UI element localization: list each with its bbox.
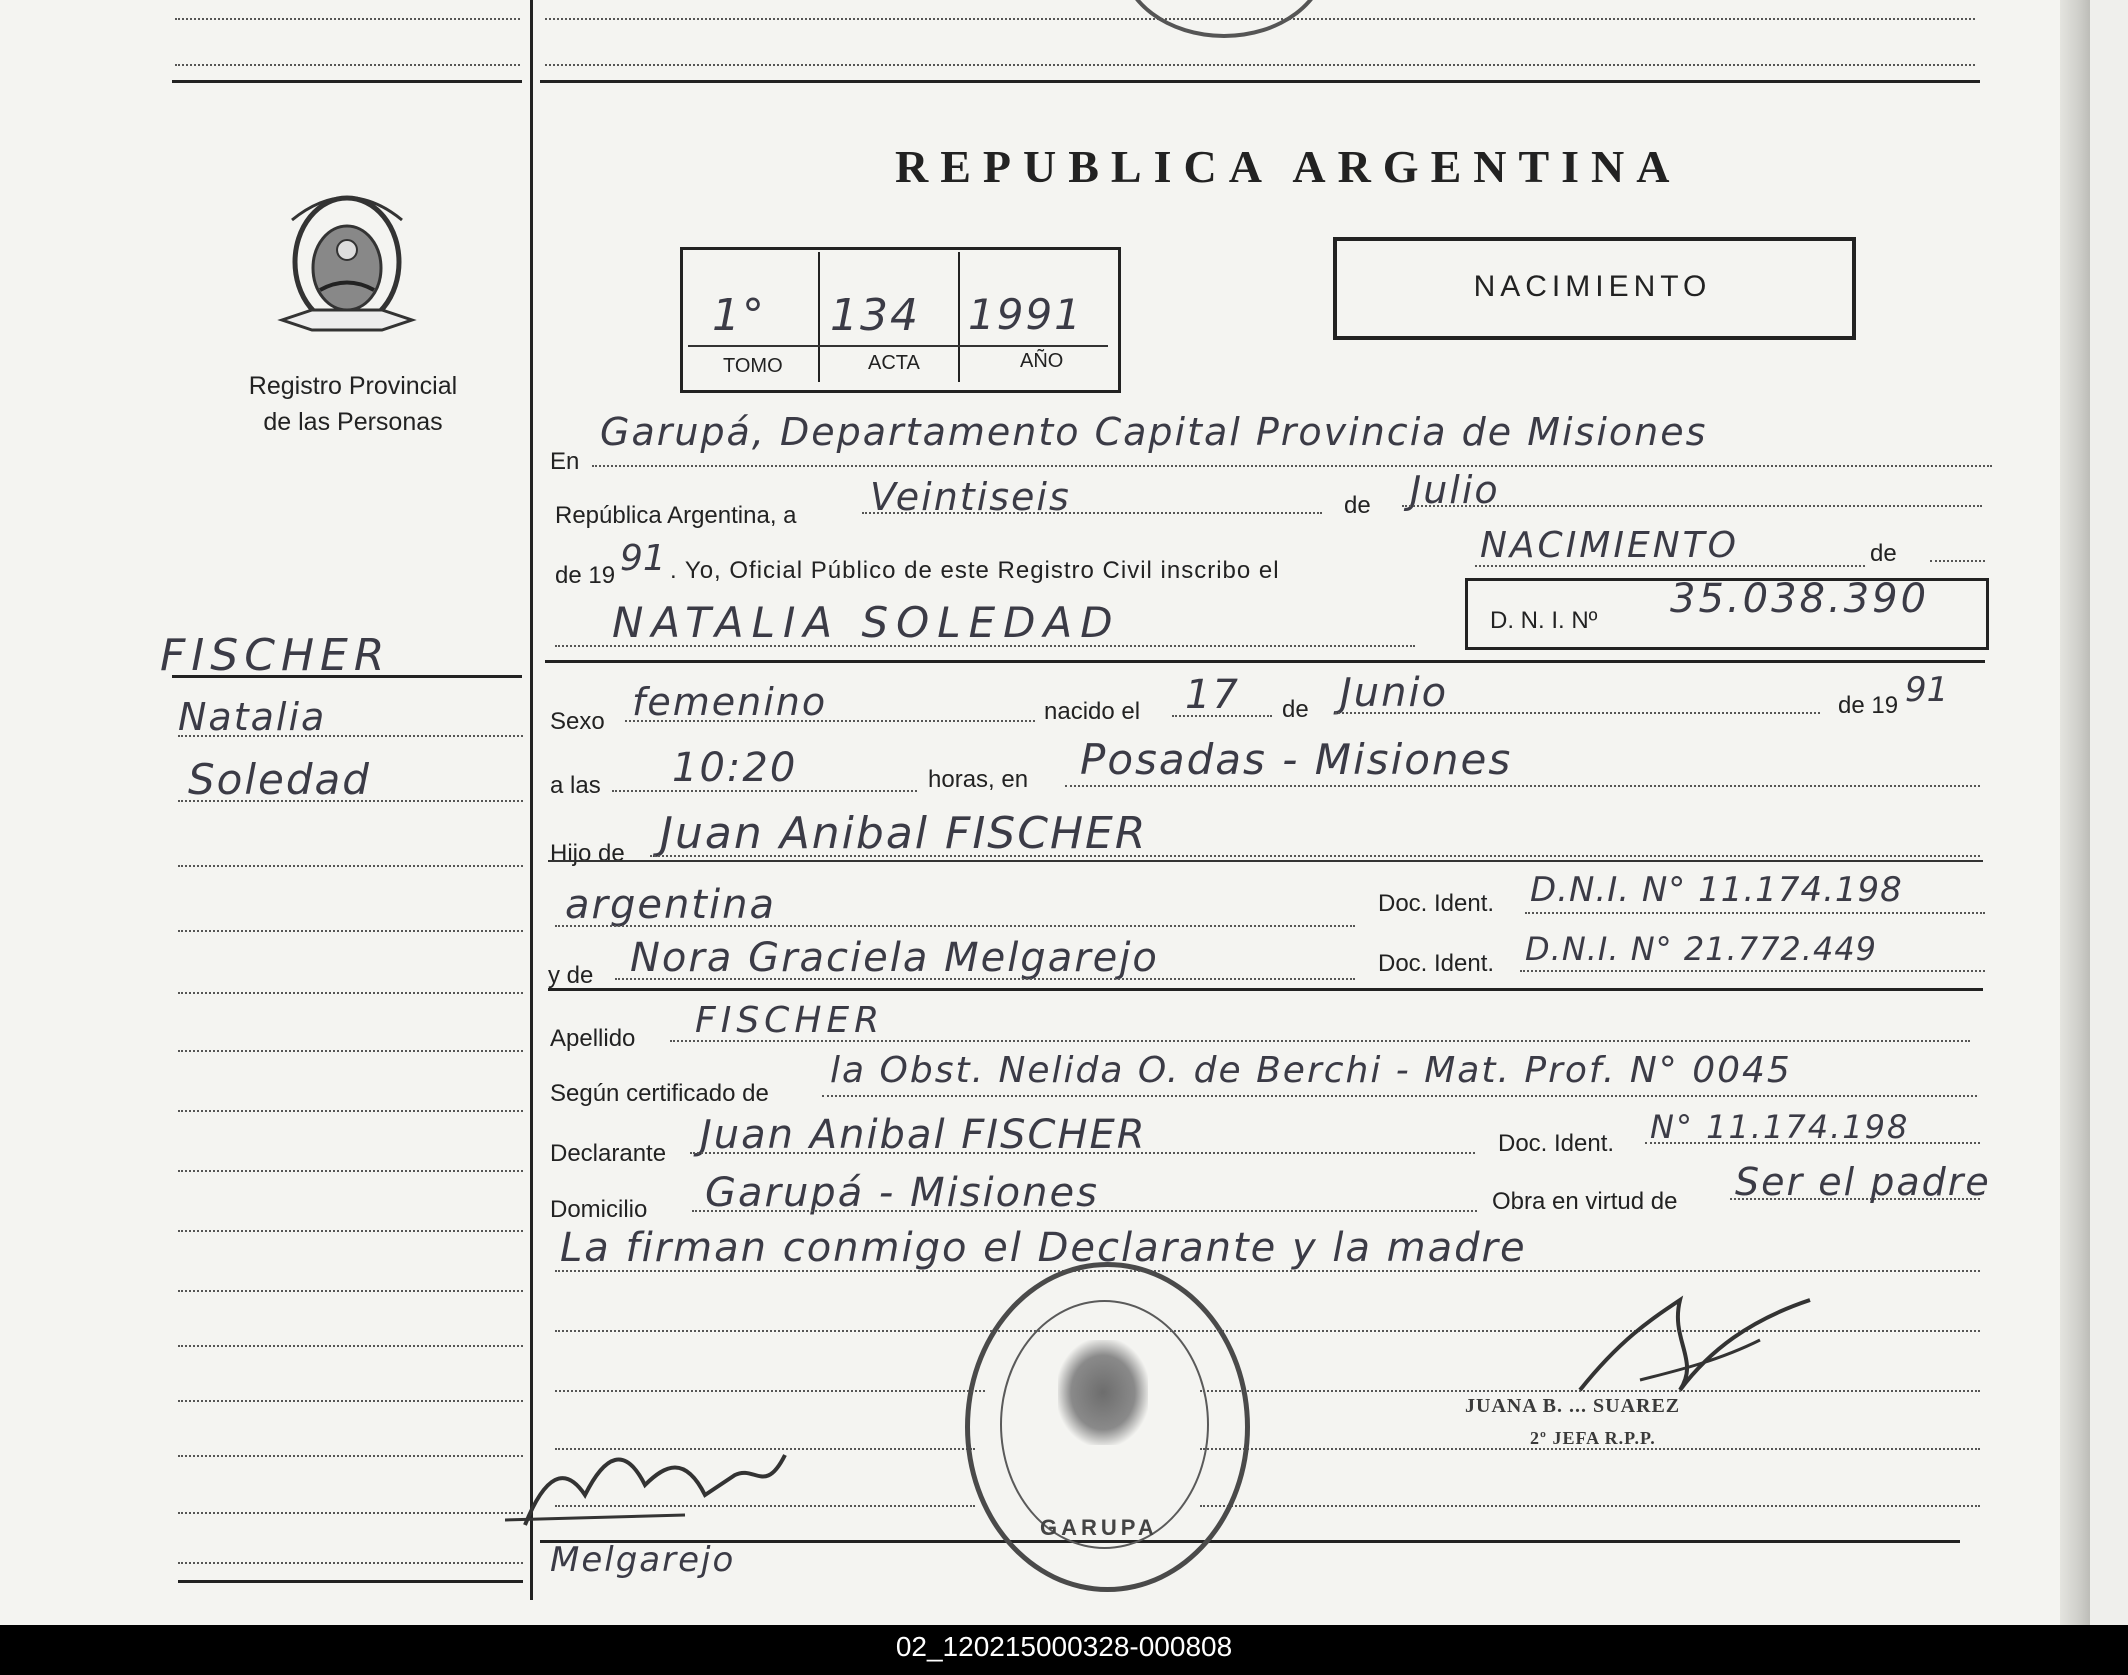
label-de: de — [1344, 492, 1371, 519]
label-domicilio: Domicilio — [550, 1196, 648, 1223]
declarant-doc-value: N° 11.174.198 — [1650, 1108, 1910, 1146]
label-republica: República Argentina, a — [555, 502, 797, 529]
dotted-line — [1645, 1142, 1980, 1144]
act-type: NACIMIENTO — [1473, 270, 1712, 303]
time-value: 10:20 — [672, 745, 798, 791]
column-divider — [530, 0, 533, 1600]
label-sexo: Sexo — [550, 708, 605, 735]
label-dni: D. N. I. Nº — [1490, 607, 1598, 634]
box-divider — [958, 252, 960, 382]
mother-value: Nora Graciela Melgarejo — [630, 935, 1159, 981]
registrar-signature — [505, 1435, 805, 1555]
anio-value: 1991 — [968, 290, 1083, 339]
closing-text: La firman conmigo el Declarante y la madre — [560, 1225, 1527, 1271]
label-alas: a las — [550, 772, 601, 799]
sex-value: femenino — [632, 680, 828, 724]
mother-signature: Melgarejo — [550, 1540, 736, 1580]
label-doc-ident-3: Doc. Ident. — [1498, 1130, 1615, 1157]
dotted-line — [1065, 785, 1980, 787]
year-suffix-value: 91 — [620, 538, 666, 579]
label-de19b: de 19 — [1838, 692, 1899, 719]
birth-day-value: 17 — [1185, 672, 1240, 718]
dotted-line — [545, 64, 1975, 66]
month-value: Julio — [1410, 468, 1500, 512]
rule-line — [548, 860, 1983, 862]
dotted-line — [592, 465, 1992, 467]
dotted-line — [1520, 970, 1985, 972]
margin-given-2: Soledad — [188, 755, 371, 804]
fingerprint — [1058, 1340, 1148, 1445]
stamp-city: GARUPA — [1040, 1515, 1158, 1540]
dotted-line — [1475, 565, 1865, 567]
father-nationality-value: argentina — [565, 882, 776, 928]
dotted-line — [822, 1095, 1977, 1097]
dotted-line — [178, 1512, 523, 1514]
dotted-line — [1930, 560, 1985, 562]
label-de-end: de — [1870, 540, 1897, 567]
dotted-line — [178, 1230, 523, 1232]
name-value: NATALIA SOLEDAD — [612, 598, 1121, 647]
label-hijo: Hijo de — [550, 840, 625, 867]
rule-line — [172, 80, 522, 83]
box-rule — [688, 345, 1108, 347]
father-value: Juan Anibal FISCHER — [660, 808, 1148, 859]
capacity-value: Ser el padre — [1735, 1160, 1991, 1204]
official-name: JUANA B. ... SUAREZ — [1465, 1395, 1681, 1417]
dotted-line — [1172, 715, 1272, 717]
label-doc-ident: Doc. Ident. — [1378, 890, 1495, 917]
margin-surname: FISCHER — [160, 630, 391, 681]
official-role: 2º JEFA R.P.P. — [1530, 1428, 1656, 1448]
dotted-line — [670, 1040, 1970, 1042]
dotted-line — [1335, 712, 1820, 714]
dotted-line — [555, 1270, 1980, 1272]
dotted-line — [555, 925, 1355, 927]
rule-line — [540, 80, 1980, 83]
place-value: Garupá, Departamento Capital Provincia de Misiones — [600, 410, 1708, 454]
dotted-line — [1730, 1198, 1980, 1200]
certificate-value: la Obst. Nelida O. de Berchi - Mat. Prof. N° 0045 — [830, 1050, 1792, 1091]
label-apellido: Apellido — [550, 1025, 636, 1052]
dotted-line — [555, 1390, 985, 1392]
dotted-line — [692, 1210, 1477, 1212]
label-declarante: Declarante — [550, 1140, 667, 1167]
label-obra: Obra en virtud de — [1492, 1188, 1678, 1215]
acta-label: ACTA — [868, 352, 920, 374]
domicile-value: Garupá - Misiones — [705, 1170, 1099, 1216]
dotted-line — [690, 1152, 1475, 1154]
dotted-line — [178, 1050, 523, 1052]
dotted-line — [615, 978, 1355, 980]
section-rule — [545, 660, 1985, 663]
label-de19: de 19 — [555, 562, 616, 589]
day-words-value: Veintiseis — [870, 475, 1071, 519]
label-horas: horas, en — [928, 766, 1029, 793]
dni-value: 35.038.390 — [1670, 576, 1930, 622]
dotted-line — [555, 645, 1415, 647]
dotted-line — [178, 1345, 523, 1347]
dotted-line — [178, 1562, 523, 1564]
rule-line — [178, 1580, 523, 1583]
acta-value: 134 — [830, 290, 920, 341]
dotted-line — [862, 512, 1322, 514]
province-emblem-icon — [272, 180, 422, 345]
tomo-value: 1° — [712, 290, 766, 341]
section-rule — [548, 988, 1983, 991]
dotted-line — [178, 735, 523, 737]
dotted-line — [178, 1110, 523, 1112]
dotted-line — [1402, 505, 1982, 507]
dotted-line — [178, 1170, 523, 1172]
father-doc-value: D.N.I. N° 11.174.198 — [1530, 870, 1903, 910]
birth-year-suffix-value: 91 — [1905, 670, 1949, 710]
box-divider — [818, 252, 820, 382]
mother-doc-value: D.N.I. N° 21.772.449 — [1525, 930, 1878, 968]
label-yo-oficial: . Yo, Oficial Público de este Registro Civil inscribo el — [670, 557, 1280, 584]
declarant-value: Juan Anibal FISCHER — [700, 1112, 1147, 1158]
dotted-line — [175, 18, 520, 20]
label-nacido: nacido el — [1044, 698, 1141, 725]
dotted-line — [175, 64, 520, 66]
dotted-line — [178, 1400, 523, 1402]
registry-name-line2: de las Personas — [263, 408, 443, 436]
dotted-line — [178, 1290, 523, 1292]
dotted-line — [650, 855, 1980, 857]
label-doc-ident-2: Doc. Ident. — [1378, 950, 1495, 977]
label-y-de: y de — [548, 962, 594, 989]
anio-label: AÑO — [1020, 350, 1064, 372]
dotted-line — [178, 865, 523, 867]
country-title: REPUBLICA ARGENTINA — [895, 141, 1682, 192]
label-en: En — [550, 448, 580, 475]
dotted-line — [1525, 912, 1985, 914]
page-edge — [2060, 0, 2090, 1625]
birth-month-value: Junio — [1340, 670, 1449, 716]
image-caption: 02_120215000328-000808 — [895, 1631, 1233, 1662]
dotted-line — [178, 800, 523, 802]
tomo-label: TOMO — [723, 355, 783, 377]
dotted-line — [178, 930, 523, 932]
label-segun: Según certificado de — [550, 1080, 769, 1107]
dotted-line — [178, 1455, 523, 1457]
dotted-line — [612, 790, 917, 792]
official-signature — [1560, 1280, 1830, 1410]
act-hand-value: NACIMIENTO — [1480, 525, 1739, 566]
dotted-line — [625, 720, 1035, 722]
label-de-2: de — [1282, 696, 1309, 723]
dotted-line — [1200, 1505, 1980, 1507]
registry-name-line1: Registro Provincial — [248, 372, 458, 400]
rule-line — [172, 675, 522, 678]
dotted-line — [178, 992, 523, 994]
birth-place-value: Posadas - Misiones — [1080, 735, 1513, 784]
surname-value: FISCHER — [695, 1000, 885, 1041]
margin-given-1: Natalia — [178, 695, 327, 739]
